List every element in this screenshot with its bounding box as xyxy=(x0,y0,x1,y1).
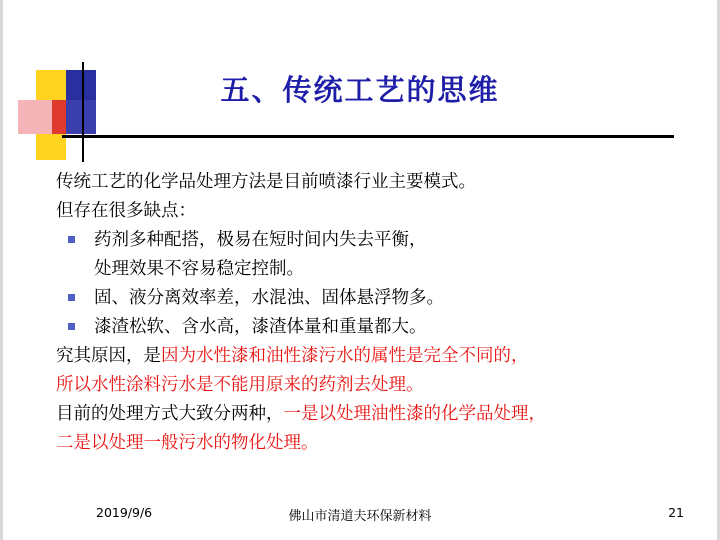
body-line-6: 二是以处理一般污水的物化处理。 xyxy=(56,433,319,453)
slide-title: 五、传统工艺的思维 xyxy=(220,73,500,107)
bullet-item-2-label: 固、液分离效率差，水混浊、固体悬浮物多。 xyxy=(94,288,444,308)
bullet-item-1 xyxy=(56,226,680,255)
body-line-2: 但存在很多缺点： xyxy=(56,201,196,221)
bullet-item-3-label: 漆渣松软、含水高，漆渣体量和重量都大。 xyxy=(94,317,427,337)
bullet-item-3 xyxy=(56,313,680,342)
square-bullet-icon xyxy=(68,294,75,301)
body-line-1: 传统工艺的化学品处理方法是目前喷漆行业主要模式。 xyxy=(56,172,476,192)
body-line-5-black: 目前的处理方式大致分两种， xyxy=(56,404,284,424)
body-line-3-black: 究其原因，是 xyxy=(56,346,161,366)
body-line-3-red: 因为水性漆和油性漆污水的属性是完全不同的， xyxy=(161,346,529,366)
bullet-item-1-label: 药剂多种配搭，极易在短时间内失去平衡， xyxy=(94,230,427,250)
slide-body xyxy=(56,168,680,458)
body-line-5-red: 一是以处理油性漆的化学品处理， xyxy=(283,404,546,424)
square-bullet-icon xyxy=(68,323,75,330)
slide-footer xyxy=(0,505,720,527)
body-line-4: 所以水性涂料污水是不能用原来的药剂去处理。 xyxy=(56,375,424,395)
title-underline-rule xyxy=(62,135,674,138)
footer-company-name: 佛山市清道夫环保新材料 xyxy=(288,509,432,524)
body-line-5 xyxy=(56,400,680,429)
square-bullet-icon xyxy=(68,236,75,243)
bullet-item-1-continuation: 处理效果不容易稳定控制。 xyxy=(94,259,304,279)
bullet-item-2 xyxy=(56,284,680,313)
body-line-3 xyxy=(56,342,680,371)
footer-page-number: 21 xyxy=(668,505,684,520)
footer-date: 2019/9/6 xyxy=(96,505,153,520)
